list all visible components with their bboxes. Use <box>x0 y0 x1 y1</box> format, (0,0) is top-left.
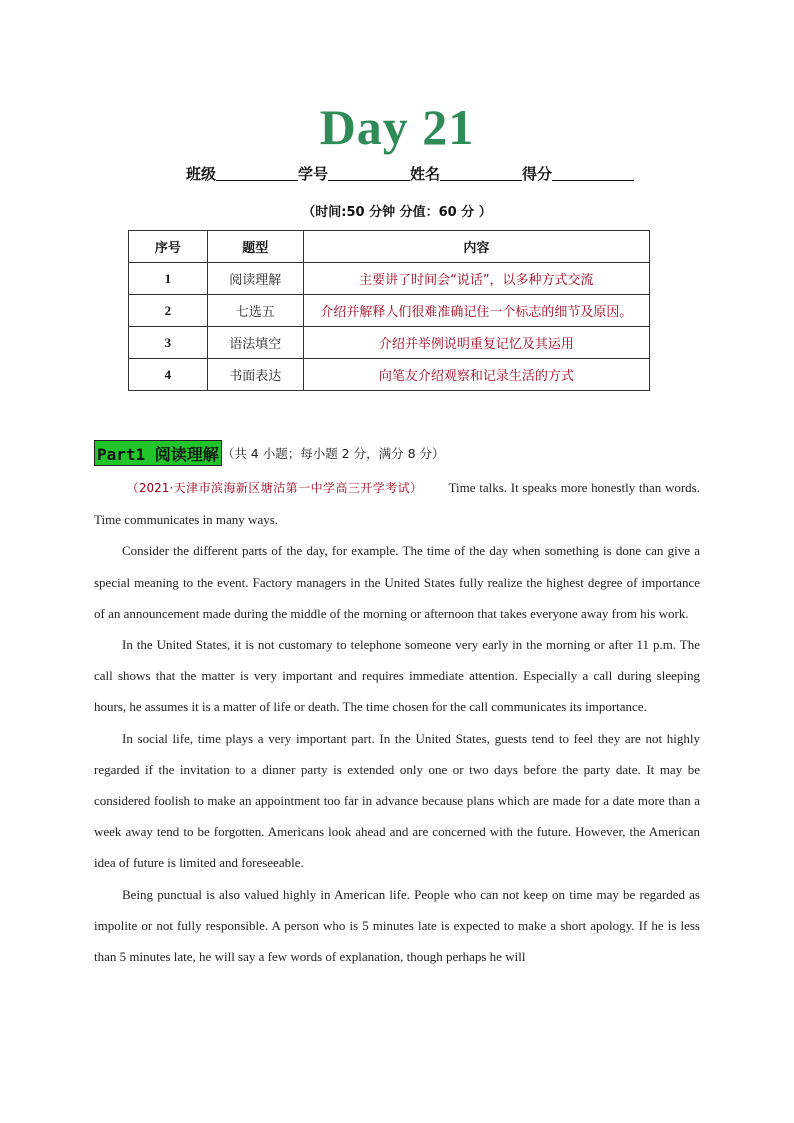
table-row <box>129 295 650 327</box>
header-type: 题型 <box>207 231 303 263</box>
time-score-note: （时间:50 分钟 分值：60 分 ） <box>302 205 492 220</box>
row-content: 介绍并举例说明重复记忆及其运用 <box>303 327 649 359</box>
part1-note: （共 4 小题；每小题 2 分，满分 8 分） <box>221 446 445 461</box>
row-number: 1 <box>129 263 208 295</box>
row-type: 阅读理解 <box>207 263 303 295</box>
student-id-blank[interactable] <box>328 166 410 181</box>
name-label: 姓名 <box>410 165 441 183</box>
row-content: 主要讲了时间会“说话”，以多种方式交流 <box>303 263 649 295</box>
row-number: 4 <box>129 359 208 391</box>
header-number: 序号 <box>129 231 208 263</box>
row-type: 七选五 <box>207 295 303 327</box>
passage-paragraph-3: In the United States, it is not customary to telephone someone very early in the morning or after 11 p.m. The call shows that the matter is very important and requires immediate attention. Especially a call during sleeping hours, he assumes it is a matter of life or death. The time chosen for the call communicates its importance. <box>94 637 700 715</box>
passage-paragraph-4: In social life, time plays a very important part. In the United States, guests tend to feel they are not highly regarded if the invitation to a dinner party is extended only one or two days before the party date. It may be considered foolish to make an appointment too far in advance because plans which are made for a date more than a week away tend to be forgotten. Americans look ahead and are concerned with the future. However, the American idea of future is limited and foreseeable. <box>94 730 700 871</box>
part1-header <box>94 440 445 466</box>
row-number: 3 <box>129 327 208 359</box>
row-number: 2 <box>129 295 208 327</box>
header-content: 内容 <box>303 231 649 263</box>
passage-paragraph-1 <box>94 472 700 535</box>
row-type: 语法填空 <box>207 327 303 359</box>
table-row <box>129 327 650 359</box>
page-title: Day 21 <box>319 99 475 155</box>
class-blank[interactable] <box>216 166 298 181</box>
score-label: 得分 <box>522 165 553 183</box>
student-id-label: 学号 <box>298 165 329 183</box>
passage-text-1: Time talks. It speaks more honestly than words. Time communicates in many ways. <box>94 480 700 528</box>
passage-paragraph-5: Being punctual is also valued highly in American life. People who can not keep on time may be regarded as impolite or not fully responsible. A person who is 5 minutes late is expected to make a short apology. If he is less than 5 minutes late, he will say a few words of explanation, though perhaps he will <box>94 886 700 965</box>
row-content: 向笔友介绍观察和记录生活的方式 <box>303 359 649 391</box>
passage-paragraph-2: Consider the different parts of the day, for example. The time of the day when something is done can give a special meaning to the event. Factory managers in the United States fully realize the highest degree of importance of an announcement made during the middle of the morning or afternoon that takes everyone away from his work. <box>94 543 700 621</box>
class-label: 班级 <box>186 165 217 183</box>
row-content: 介绍并解释人们很难准确记住一个标志的细节及原因。 <box>303 295 649 327</box>
name-blank[interactable] <box>440 166 522 181</box>
passage-source: （2021·天津市滨海新区塘沽第一中学高三开学考试） <box>126 481 423 495</box>
overview-table <box>128 230 650 391</box>
table-header-row <box>129 231 650 263</box>
row-type: 书面表达 <box>207 359 303 391</box>
score-blank[interactable] <box>552 166 634 181</box>
student-info-line <box>186 163 634 184</box>
reading-passage <box>94 472 700 972</box>
table-row <box>129 359 650 391</box>
table-row <box>129 263 650 295</box>
part1-tag: Part1 阅读理解 <box>94 440 222 466</box>
